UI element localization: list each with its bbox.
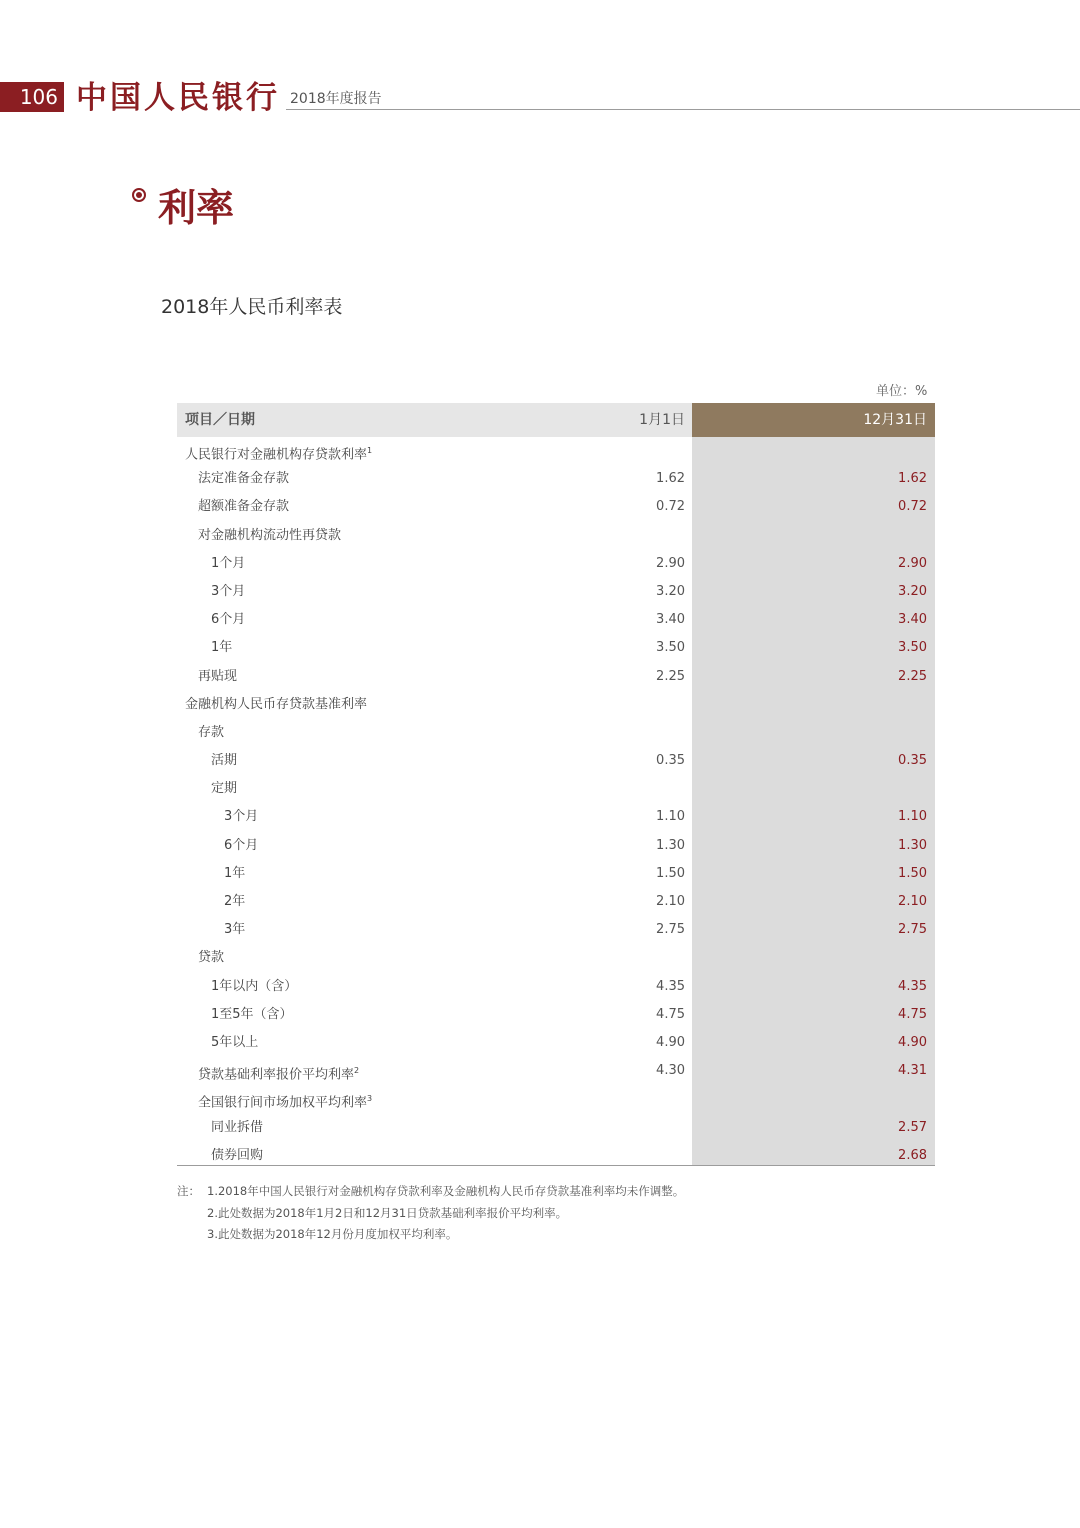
header-jan: 1月1日: [639, 412, 685, 428]
row-label-text: 1至5年（含）: [211, 1006, 293, 1022]
table-body: [177, 437, 935, 1170]
row-label-text: 3年: [224, 922, 246, 938]
table-row: [177, 437, 935, 465]
bank-name-logo: 中国人民银行: [76, 80, 280, 116]
value-dec: 1.10: [898, 809, 927, 825]
value-jan: 4.30: [656, 1063, 685, 1079]
row-label: [211, 747, 237, 775]
rate-table: [177, 403, 935, 1170]
table-row: [177, 775, 935, 803]
row-label-text: 1年: [224, 865, 246, 881]
row-label: [211, 1114, 263, 1142]
header-divider: [286, 109, 1080, 110]
header-dec: 12月31日: [692, 403, 935, 437]
row-label-text: 存款: [198, 724, 225, 740]
row-label-text: 贷款: [198, 950, 225, 966]
value-jan: 2.10: [656, 894, 685, 909]
table-row: [177, 1085, 935, 1113]
row-label-text: 人民银行对金融机构存贷款利率: [185, 447, 368, 463]
value-jan: 3.40: [656, 612, 685, 628]
value-dec: 1.30: [898, 837, 927, 853]
value-dec: 2.57: [898, 1119, 927, 1135]
table-unit: 单位：%: [876, 384, 928, 399]
table-row: [177, 860, 935, 888]
value-jan: 4.75: [656, 1006, 685, 1022]
notes-label: 注：: [177, 1184, 200, 1198]
row-label: [211, 1001, 293, 1029]
footnote-marker: 3: [367, 1094, 373, 1104]
row-label: [198, 493, 289, 521]
row-label-text: 1个月: [211, 555, 246, 571]
row-label-text: 3个月: [211, 583, 246, 599]
table-row: [177, 803, 935, 831]
note-line: 1.2018年中国人民银行对金融机构存贷款利率及金融机构人民币存贷款基准利率均未作调整。: [207, 1184, 685, 1198]
report-title: 2018年度报告: [290, 91, 382, 107]
table-row: [177, 1029, 935, 1057]
value-jan: 1.10: [656, 809, 685, 825]
table-title: 2018年人民币利率表: [161, 296, 343, 318]
section-title: 利率: [158, 186, 235, 230]
value-jan: 4.90: [656, 1034, 685, 1050]
value-dec: 4.31: [898, 1063, 927, 1079]
table-row: [177, 663, 935, 691]
table-row: [177, 578, 935, 606]
value-jan: 1.62: [656, 471, 685, 487]
value-jan: 3.50: [656, 640, 685, 656]
table-row: [177, 719, 935, 747]
table-header: [177, 403, 935, 437]
row-label-text: 3个月: [224, 809, 259, 825]
value-jan: 1.30: [656, 837, 685, 853]
row-label-text: 2年: [224, 894, 246, 909]
row-label: [211, 634, 232, 662]
table-row: [177, 691, 935, 719]
table-row: [177, 888, 935, 916]
bullet-circle-icon: [132, 188, 146, 202]
row-label-text: 同业拆借: [211, 1119, 264, 1135]
row-label: [198, 522, 341, 550]
value-jan: 0.35: [656, 753, 685, 769]
table-row: [177, 916, 935, 944]
page-number: 106: [0, 82, 64, 112]
header-item: 项目／日期: [185, 412, 255, 428]
table-row: [177, 944, 935, 972]
value-dec: 0.35: [898, 753, 927, 769]
value-jan: 1.50: [656, 865, 685, 881]
value-dec: 4.90: [898, 1034, 927, 1050]
row-label: [198, 465, 289, 493]
value-dec: 2.10: [898, 894, 927, 909]
row-label-text: 再贴现: [198, 668, 238, 684]
page-header: [0, 78, 1080, 118]
value-dec: 2.90: [898, 555, 927, 571]
row-label: [224, 832, 258, 860]
row-label: [224, 916, 245, 944]
table-row: [177, 634, 935, 662]
row-label: [211, 578, 245, 606]
row-label: [224, 803, 258, 831]
value-jan: 2.90: [656, 555, 685, 571]
footnote-marker: 2: [354, 1066, 360, 1076]
value-dec: 4.35: [898, 978, 927, 994]
row-label-text: 法定准备金存款: [198, 471, 290, 487]
row-label: [224, 888, 245, 916]
row-label-text: 6个月: [224, 837, 259, 853]
row-label-text: 金融机构人民币存贷款基准利率: [185, 696, 368, 712]
table-row: [177, 973, 935, 1001]
table-row: [177, 493, 935, 521]
value-dec: 3.50: [898, 640, 927, 656]
row-label-text: 超额准备金存款: [198, 499, 290, 515]
value-jan: 4.35: [656, 978, 685, 994]
row-label-text: 5年以上: [211, 1034, 259, 1050]
value-dec: 1.62: [898, 471, 927, 487]
row-label-text: 贷款基础利率报价平均利率: [198, 1067, 355, 1083]
table-row: [177, 1057, 935, 1085]
row-label-text: 债券回购: [211, 1147, 264, 1163]
value-dec: 2.75: [898, 922, 927, 938]
value-jan: 2.75: [656, 922, 685, 938]
value-dec: 2.68: [898, 1147, 927, 1163]
row-label-text: 6个月: [211, 612, 246, 628]
table-row: [177, 522, 935, 550]
table-row: [177, 606, 935, 634]
row-label-text: 对金融机构流动性再贷款: [198, 527, 342, 543]
row-label: [211, 1029, 258, 1057]
row-label-text: 全国银行间市场加权平均利率: [198, 1095, 368, 1111]
row-label: [185, 691, 367, 719]
value-dec: 1.50: [898, 865, 927, 881]
row-label-text: 1年: [211, 640, 233, 656]
row-label: [198, 719, 224, 747]
row-label: [224, 860, 245, 888]
row-label: [211, 973, 297, 1001]
row-label: [211, 550, 245, 578]
row-label-text: 活期: [211, 753, 238, 769]
table-bottom-rule: [177, 1165, 935, 1166]
row-label: [211, 775, 237, 803]
footnote-marker: 1: [367, 446, 373, 455]
table-row: [177, 465, 935, 493]
note-line: 3.此处数据为2018年12月份月度加权平均利率。: [207, 1227, 458, 1241]
table-row: [177, 747, 935, 775]
value-dec: 0.72: [898, 499, 927, 515]
table-row: [177, 550, 935, 578]
value-dec: 2.25: [898, 668, 927, 684]
row-label: [211, 606, 245, 634]
table-row: [177, 1001, 935, 1029]
row-label: [198, 944, 224, 972]
row-label: [198, 663, 237, 691]
value-dec: 3.20: [898, 583, 927, 599]
value-jan: 2.25: [656, 668, 685, 684]
row-label-text: 1年以内（含）: [211, 978, 298, 994]
table-row: [177, 1114, 935, 1142]
value-dec: 4.75: [898, 1006, 927, 1022]
row-label-text: 定期: [211, 781, 238, 797]
note-line: 2.此处数据为2018年1月2日和12月31日贷款基础利率报价平均利率。: [207, 1205, 568, 1220]
value-jan: 0.72: [656, 499, 685, 515]
value-dec: 3.40: [898, 612, 927, 628]
value-jan: 3.20: [656, 583, 685, 599]
table-row: [177, 832, 935, 860]
